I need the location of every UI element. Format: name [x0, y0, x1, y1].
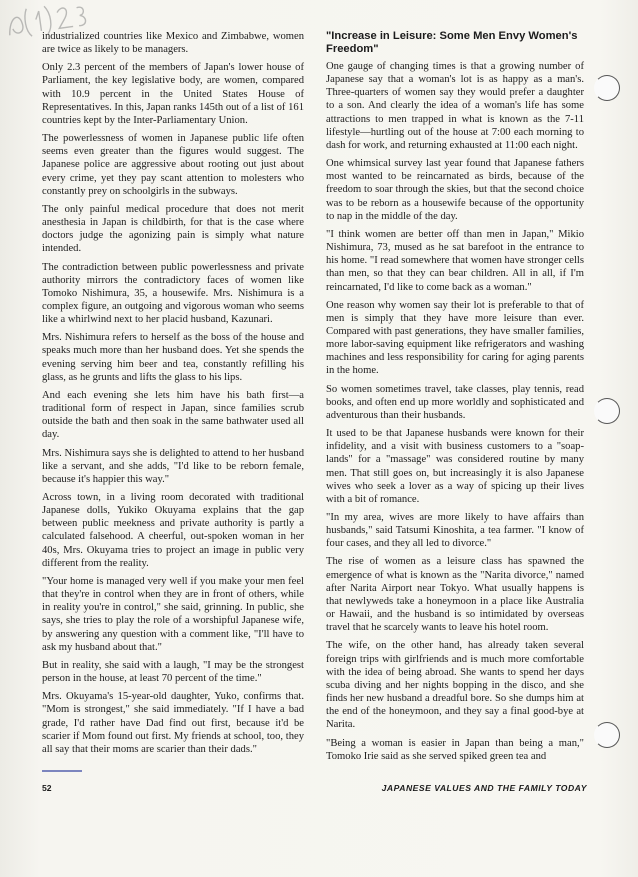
- right-paragraph-2: One whimsical survey last year found that Japanese fathers most wanted to be reincarnated as birds, because of the freedom to soar through the skies, but that the second choice was to be reborn as a housewife because of the opportunity to nap in the middle of the day.: [326, 158, 584, 222]
- right-column: [326, 30, 584, 768]
- left-paragraph-9: Across town, in a living room decorated with traditional Japanese dolls, Yukiko Okuyama explains that the gap between public meekness and private authority is partly a calculated falsehood. A cheerful, out-spoken woman in her 40s, Mrs. Okuyama tries to project an image in public very different from the reality.: [42, 492, 304, 569]
- left-paragraph-1: industrialized countries like Mexico and Zimbabwe, women are twice as likely to be managers.: [42, 31, 304, 56]
- left-paragraph-11: But in reality, she said with a laugh, "I may be the strongest person in the house, at least 70 percent of the time.": [42, 659, 304, 685]
- page-number: 52: [42, 783, 52, 793]
- right-paragraph-9: The wife, on the other hand, has already taken several foreign trips with girlfriends and is much more comfortable with the idea of being abroad. She wants to spend her days scuba diving and her nights bopping in the disco, and she finds her new husband a dreadful bore. So she dumps him at the end of the honeymoon, and they say a final good-bye at Narita.: [326, 640, 584, 731]
- right-paragraph-6: It used to be that Japanese husbands were known for their infidelity, and a visit with business customers to a "soap-lands" for a "massage" was considered routine by many men. That still goes on, but increasingly it is also Japanese wives who seek a lover as a way of spicing up their lives with a bit of romance.: [326, 428, 584, 505]
- binder-hole-middle: [594, 398, 620, 424]
- left-paragraph-8: Mrs. Nishimura says she is delighted to attend to her husband like a servant, and she adds, "I'd like to be reborn female, because it's happier this way.": [42, 447, 304, 485]
- left-paragraph-2: Only 2.3 percent of the members of Japan's lower house of Parliament, the key legislative body, are women, compared with 10.9 percent in the United States House of Representatives. In this, Japan ranks 145th out of a list of 161 countries kept by the Inter-Parliamentary Union.: [42, 62, 304, 126]
- left-paragraph-6: Mrs. Nishimura refers to herself as the boss of the house and speaks much more than her husband does. Yet she spends the evening serving him beer and tea, constantly refilling his glass, as he grunts and lifts the glass to his lips.: [42, 332, 304, 383]
- right-paragraph-8: The rise of women as a leisure class has spawned the emergence of what is known as the "Narita divorce," named after Narita Airport near Tokyo. What usually happens is that newlyweds take a honeymoon in a place like Australia or Hawaii, and the husband is so intimidated by overseas travel that he scarcely wants to leave his hotel room.: [326, 556, 584, 634]
- right-paragraph-7: "In my area, wives are more likely to have affairs than husbands," said Tatsumi Kinoshita, a tea farmer. "I know of four cases, and they all led to divorce.": [326, 512, 584, 550]
- running-footer-title: JAPANESE VALUES AND THE FAMILY TODAY: [381, 783, 587, 793]
- left-paragraph-7: And each evening she lets him have his bath first—a traditional form of respect in Japan, since families scrub outside the bath and then soak in the same bathwater used all day.: [42, 389, 304, 441]
- binder-hole-bottom: [594, 722, 620, 748]
- page-footer: [42, 783, 587, 797]
- left-paragraph-5: The contradiction between public powerlessness and private authority mirrors the contradictory faces of women like Tomoko Nishimura, 35, a housewife. Mrs. Nishimura is a complex figure, an outgoing and vigorous woman who seems like a whirlwind next to her placid husband, Kazunari.: [42, 261, 304, 326]
- left-column: [42, 30, 304, 761]
- right-paragraph-4: One reason why women say their lot is preferable to that of men is simply that they have more leisure than ever. Compared with past generations, they have smaller families, more labor-saving equipment like refrigerators and washing machines and less responsibility for caring for aging parents in the home.: [326, 299, 584, 377]
- pen-underline-mark: [42, 770, 82, 772]
- right-paragraph-10: "Being a woman is easier in Japan than being a man," Tomoko Irie said as she served spiked green tea and: [326, 737, 584, 762]
- right-paragraph-3: "I think women are better off than men in Japan," Mikio Nishimura, 73, mused as he sat barefoot in the entrance to his home. "I read somewhere that women have stronger cells than men, so that they can bear children. All in all, if I'm reincarnated, I'd like to come back as a woman.": [326, 228, 584, 293]
- binder-hole-top: [594, 75, 620, 101]
- left-paragraph-4: The only painful medical procedure that does not merit anesthesia in Japan is childbirth, for that is the case where doctors judge the agonizing pain is simply what nature intended.: [42, 203, 304, 255]
- right-paragraph-5: So women sometimes travel, take classes, play tennis, read books, and often end up more worldly and sophisticated and adventurous than their husbands.: [326, 383, 584, 421]
- section-heading: "Increase in Leisure: Some Men Envy Women's Freedom": [326, 30, 578, 55]
- left-paragraph-10: "Your home is managed very well if you make your men feel that they're in control when they are in front of others, while in reality you're in control," she said, grinning. In public, she says, she tries to play the role of a worshipful Japanese wife, by answering any question with a comment like, "I'll have to ask my husband about that.": [42, 575, 304, 653]
- left-paragraph-12: Mrs. Okuyama's 15-year-old daughter, Yuko, confirms that. "Mom is strongest," she said immediately. "If I have a bad grade, I'd rather have Dad find out first, because it'd be scarier if Mom found out first. My friends at school, too, they all say that their moms are scarier than their dads.": [42, 691, 304, 755]
- left-paragraph-3: The powerlessness of women in Japanese public life often seems even greater than the figures would suggest. The Japanese police are aggressive about rooting out just about every crime, yet they pay scant attention to molesters who constantly prey on schoolgirls in the subways.: [42, 133, 304, 197]
- right-paragraph-1: One gauge of changing times is that a growing number of Japanese say that a woman's lot is as happy as a man's. Three-quarters of women say they would prefer a daughter to a son. And clearly the idea of a woman's life has some attractions to men trapped in what is known as the 7-11 lifestyle—hurtling out of the house at 7:00 each morning to dash for work, and returning exhausted at 11:00 each night.: [326, 61, 584, 151]
